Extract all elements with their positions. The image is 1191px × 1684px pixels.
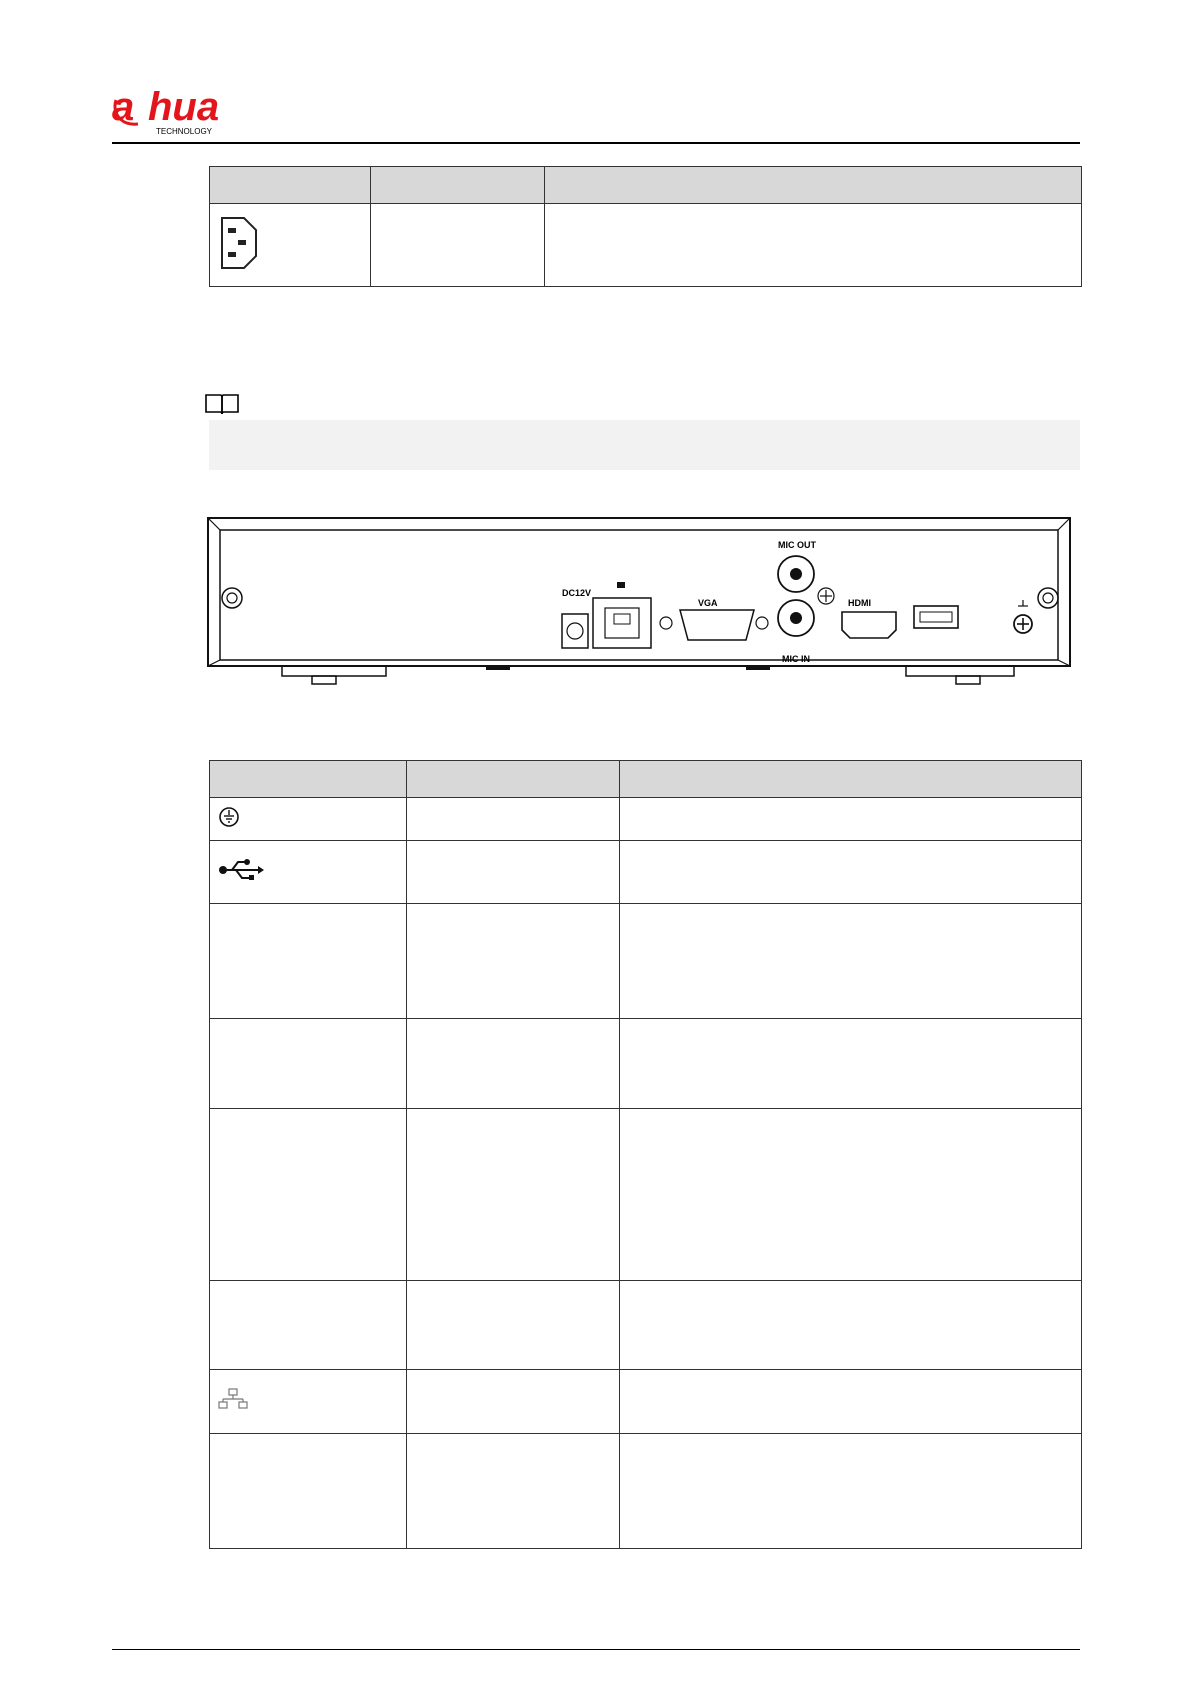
table-row <box>210 841 1082 904</box>
usb-icon <box>218 869 264 886</box>
table-cell-icon <box>210 204 371 287</box>
hdmi-port <box>842 598 896 638</box>
vga-port <box>660 598 768 640</box>
book-icon <box>204 392 240 416</box>
table-cell-description <box>620 1109 1082 1281</box>
table-header-row <box>210 761 1082 798</box>
ground-terminal <box>1014 600 1032 633</box>
table-row <box>210 204 1082 287</box>
table-rear-panel-ports <box>209 760 1082 1549</box>
mic-out-label: MIC OUT <box>778 540 816 550</box>
power-socket-icon <box>218 259 260 276</box>
table-cell-icon <box>210 1434 407 1549</box>
note-box <box>209 420 1080 470</box>
table-cell-name <box>407 1281 620 1370</box>
table-row <box>210 1019 1082 1109</box>
header-rule <box>112 142 1080 144</box>
table-cell-name <box>407 1109 620 1281</box>
audio-ports <box>778 540 834 664</box>
table-row <box>210 1109 1082 1281</box>
screw-left <box>222 588 242 608</box>
table-cell-name <box>407 904 620 1019</box>
footer-rule <box>112 1649 1080 1650</box>
table-cell-description <box>545 204 1082 287</box>
svg-text:hua: hua <box>148 85 220 129</box>
table-cell-description <box>620 1281 1082 1370</box>
table-power-port <box>209 166 1082 287</box>
vga-label: VGA <box>698 598 718 608</box>
table-cell-description <box>620 1434 1082 1549</box>
usb-port <box>914 606 958 628</box>
header-cell-icon <box>210 167 371 204</box>
table-header-row <box>210 167 1082 204</box>
table-cell-icon <box>210 1019 407 1109</box>
table-cell-description <box>620 841 1082 904</box>
table-cell-name <box>407 1434 620 1549</box>
table-cell-name <box>407 798 620 841</box>
header-cell-description <box>545 167 1082 204</box>
mic-in-label: MIC IN <box>782 654 810 664</box>
table-cell-icon <box>210 1281 407 1370</box>
table-cell-name <box>371 204 545 287</box>
table-row <box>210 904 1082 1019</box>
table-cell-description <box>620 798 1082 841</box>
table-row <box>210 1370 1082 1434</box>
table-row <box>210 1434 1082 1549</box>
header-cell-description <box>620 761 1082 798</box>
table-cell-description <box>620 904 1082 1019</box>
table-cell-icon <box>210 798 407 841</box>
table-row <box>210 1281 1082 1370</box>
svg-text:a: a <box>112 85 135 129</box>
table-cell-icon <box>210 841 407 904</box>
logo-tagline: TECHNOLOGY <box>156 127 213 136</box>
network-port <box>593 582 651 648</box>
table-row <box>210 798 1082 841</box>
table-cell-icon <box>210 1109 407 1281</box>
table-cell-icon <box>210 1370 407 1434</box>
network-icon <box>218 1397 248 1414</box>
ground-icon <box>218 815 240 832</box>
screw-right <box>1038 588 1058 608</box>
table-cell-name <box>407 841 620 904</box>
table-cell-icon <box>210 904 407 1019</box>
dc-power-port <box>562 588 591 648</box>
table-cell-name <box>407 1370 620 1434</box>
dc-label: DC12V <box>562 588 592 598</box>
header-cell-name <box>407 761 620 798</box>
header-cell-name <box>371 167 545 204</box>
table-cell-description <box>620 1019 1082 1109</box>
table-cell-name <box>407 1019 620 1109</box>
dahua-logo <box>112 82 272 138</box>
hdmi-label: HDMI <box>848 598 871 608</box>
header-cell-icon <box>210 761 407 798</box>
rear-panel-figure <box>206 516 1072 686</box>
table-cell-description <box>620 1370 1082 1434</box>
